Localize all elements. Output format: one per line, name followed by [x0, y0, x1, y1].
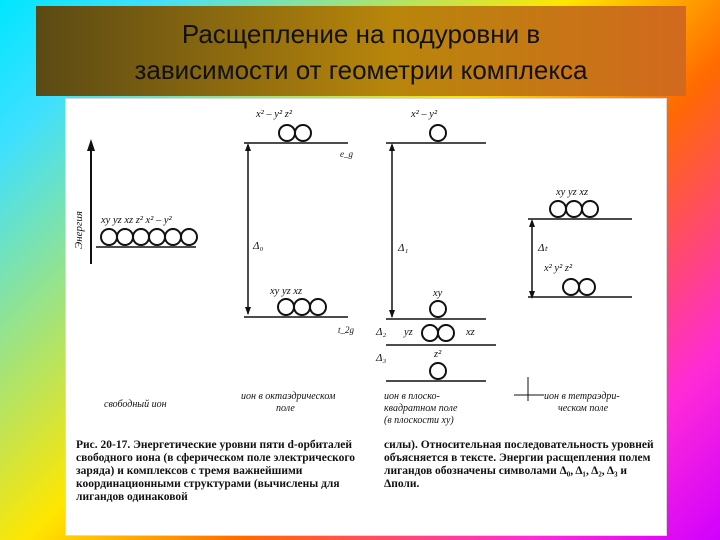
- sq-d2-label: Δ₂: [376, 326, 387, 338]
- oct-upper-label: x² – y² z²: [256, 109, 292, 120]
- orbital-circle: [310, 299, 326, 315]
- orbital-circle: [133, 229, 149, 245]
- orbital-circle: [101, 229, 117, 245]
- tet-caption-1: ион в тетраэдри-: [544, 391, 620, 402]
- orbital-circle: [566, 201, 582, 217]
- tet-head-top: [529, 219, 535, 227]
- orbital-circle: [117, 229, 133, 245]
- oct-eg-orbitals: [279, 125, 311, 141]
- figure-caption-left: Рис. 20-17. Энергетические уровни пяти d-орбиталей свободного иона (в сферическом поле электрического заряда) и комплексов с тремя важнейшими координационными структурами (вычислены для лигандов одинаковой: [76, 439, 356, 503]
- sq-caption-3: (в плоскости xy): [384, 415, 454, 426]
- orbital-circle: [165, 229, 181, 245]
- oct-arrow-head-bottom: [245, 307, 251, 315]
- tet-head-bottom: [529, 291, 535, 299]
- oct-caption-2: поле: [276, 403, 295, 414]
- orbital-circle: [294, 299, 310, 315]
- tet-lower-label: x² y² z²: [544, 263, 573, 274]
- sq-level3-orbitals: [422, 325, 454, 341]
- free-ion-orbital-labels: xy yz xz z² x² – y²: [101, 215, 172, 226]
- free-ion-caption: свободный ион: [104, 399, 167, 410]
- tet-upper-orbitals: [550, 201, 598, 217]
- sq-caption-2: квадратном поле: [384, 403, 458, 414]
- free-ion-orbitals: [101, 229, 197, 245]
- tet-caption-2: ческом поле: [558, 403, 609, 414]
- tet-lower-orbitals: [563, 279, 595, 295]
- orbital-circle: [550, 201, 566, 217]
- orbital-circle: [181, 229, 197, 245]
- orbital-circle: [579, 279, 595, 295]
- orbital-circle: [295, 125, 311, 141]
- energy-axis-arrow: [87, 139, 95, 151]
- title-line-2: зависимости от геометрии комплекса: [134, 55, 588, 85]
- oct-caption-1: ион в октаэдрическом: [241, 391, 336, 402]
- tet-split-label: Δₜ: [538, 242, 548, 254]
- sq-level3-label-right: xz: [466, 327, 475, 338]
- orbital-circle: [438, 325, 454, 341]
- sq-d1-head-top: [389, 143, 395, 151]
- orbital-circle: [582, 201, 598, 217]
- sq-level2-label: xy: [433, 288, 443, 299]
- slide-title: [36, 6, 686, 96]
- figure-caption-right: силы). Относительная последовательность уровней объясняется в тексте. Энергии расщепления полем лигандов обозначены символами Δ₀, Δ₁, Δ₂, Δ₃ и Δполи.: [384, 439, 654, 490]
- sq-d1-head-bottom: [389, 310, 395, 318]
- orbital-circle: [279, 125, 295, 141]
- sq-d1-label: Δ₁: [398, 242, 409, 254]
- title-line-1: Расщепление на подуровни в: [181, 19, 541, 49]
- orbital-circle: [563, 279, 579, 295]
- orbital-circle: [149, 229, 165, 245]
- sq-level3-label-left: yz: [404, 327, 413, 338]
- oct-lower-label: xy yz xz: [270, 286, 303, 297]
- sq-level2-orbital: [430, 301, 446, 317]
- orbital-circle: [278, 299, 294, 315]
- oct-split-label: Δ₀: [253, 240, 264, 252]
- sq-level1-orbital: [430, 125, 446, 141]
- sq-level4-label: z²: [434, 349, 442, 360]
- scanned-figure: [65, 98, 667, 536]
- energy-axis-label: Энергия: [73, 211, 85, 249]
- oct-t2g-orbitals: [278, 299, 326, 315]
- oct-arrow-head-top: [245, 143, 251, 151]
- oct-eg-symmetry: e_g: [340, 149, 353, 159]
- sq-d3-label: Δ₃: [376, 352, 387, 364]
- sq-level1-label: x² – y²: [411, 109, 438, 120]
- tet-upper-label: xy yz xz: [556, 187, 589, 198]
- sq-caption-1: ион в плоско-: [384, 391, 440, 402]
- oct-t2g-symmetry: t_2g: [338, 325, 355, 335]
- orbital-circle: [422, 325, 438, 341]
- sq-level4-orbital: [430, 363, 446, 379]
